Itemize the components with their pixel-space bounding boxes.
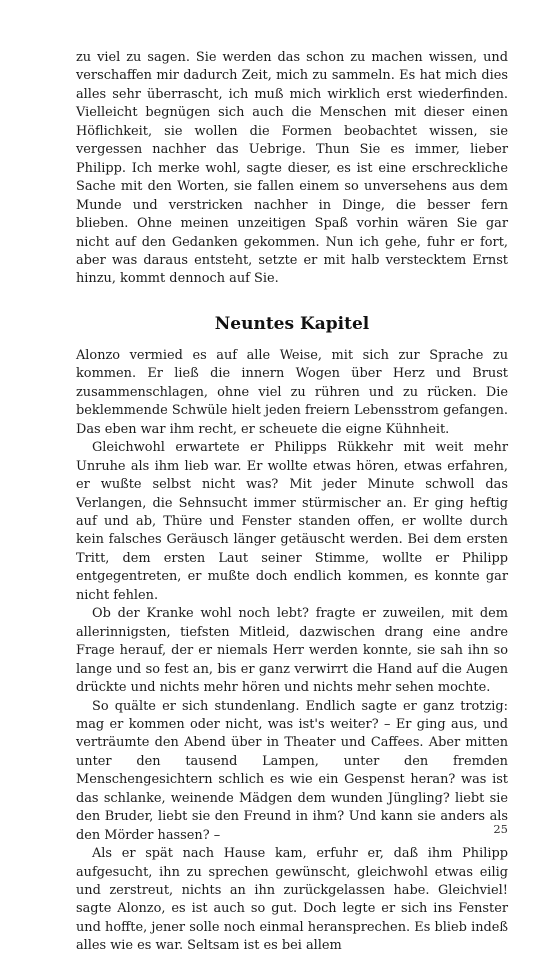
- paragraph: Ob der Kranke wohl noch lebt? fragte er zuweilen, mit dem allerinnigsten, tiefsten Mitleid, dazwischen drang eine andre Frage herauf, der er niemals Herr werden konnte, sie sah ihn so lange und so fest an, bis er ganz verwirrt die Hand auf die Augen drückte und nichts mehr hören und nichts mehr sehen mochte.: [76, 606, 508, 696]
- chapter-title: Neuntes Kapitel: [214, 313, 370, 334]
- chapter-body: [76, 347, 508, 956]
- paragraph: Alonzo vermied es auf alle Weise, mit sich zur Sprache zu kommen. Er ließ die innern Wogen über Herz und Brust zusammenschlagen, ohne viel zu rühren und zu rücken. Die beklemmende Schwüle hielt jeden freiern Lebensstrom gefangen. Das eben war ihm recht, er scheuete die eigne Kühnheit.: [76, 347, 508, 437]
- paragraph: Als er spät nach Hause kam, erfuhr er, daß ihm Philipp aufgesucht, ihn zu sprechen gewünscht, gleichwohl etwas eilig und zerstreut, nichts an ihn zurückgelassen habe. Gleichviel! sagte Alonzo, es ist auch so gut. Doch legte er sich ins Fenster und hoffte, jener solle noch einmal heransprechen. Es blieb indeß alles wie es war. Seltsam ist es bei allem: [76, 846, 508, 954]
- paragraph: So quälte er sich stundenlang. Endlich sagte er ganz trotzig: mag er kommen oder nicht, was ist's weiter? – Er ging aus, und verträumte den Abend über in Theater und Caffees. Aber mitten unter den tausend Lampen, unter den fremden Menschengesichtern schlich es wie ein Gespenst heran? was ist das schlanke, weinende Mädgen dem wunden Jüngling? liebt sie den Bruder, liebt sie den Freund in ihm? Und kann sie anders als den Mörder hassen? –: [76, 698, 508, 843]
- opening-text: [76, 49, 508, 289]
- opening-paragraph: zu viel zu sagen. Sie werden das schon zu machen wissen, und verschaffen mir dadurch Zeit, mich zu sammeln. Es hat mich dies alles sehr überrascht, ich muß mich wirklich erst wiederfinden. Vielleicht begnügen sich auch die Menschen mit dieser einen Höflichkeit, sie wollen die Formen beobachtet wissen, sie vergessen nachher das Uebrige. Thun Sie es immer, lieber Philipp. Ich merke wohl, sagte dieser, es ist eine erschreckliche Sache mit den Worten, sie fallen einem so unversehens aus dem Munde und verstricken nachher in Dinge, die besser fern blieben. Ohne meinen unzeitigen Spaß vorhin wären Sie gar nicht auf den Gedanken gekommen. Nun ich gehe, fuhr er fort, aber was daraus entsteht, setzte er mit halb verstecktem Ernst hinzu, kommt dennoch auf Sie.: [76, 50, 508, 287]
- book-page: [76, 49, 508, 956]
- page-number: 25: [493, 822, 508, 836]
- paragraph: Gleichwohl erwartete er Philipps Rükkehr mit weit mehr Unruhe als ihm lieb war. Er wollte etwas hören, etwas erfahren, er wußte selbst nicht was? Mit jeder Minute schwoll das Verlangen, die Sehnsucht immer stürmischer an. Er ging heftig auf und ab, Thüre und Fenster standen offen, er wollte durch kein falsches Geräusch länger getäuscht werden. Bei dem ersten Tritt, dem ersten Laut seiner Stimme, wollte er Philipp entgegentreten, er mußte doch endlich kommen, es konnte gar nicht fehlen.: [76, 440, 508, 603]
